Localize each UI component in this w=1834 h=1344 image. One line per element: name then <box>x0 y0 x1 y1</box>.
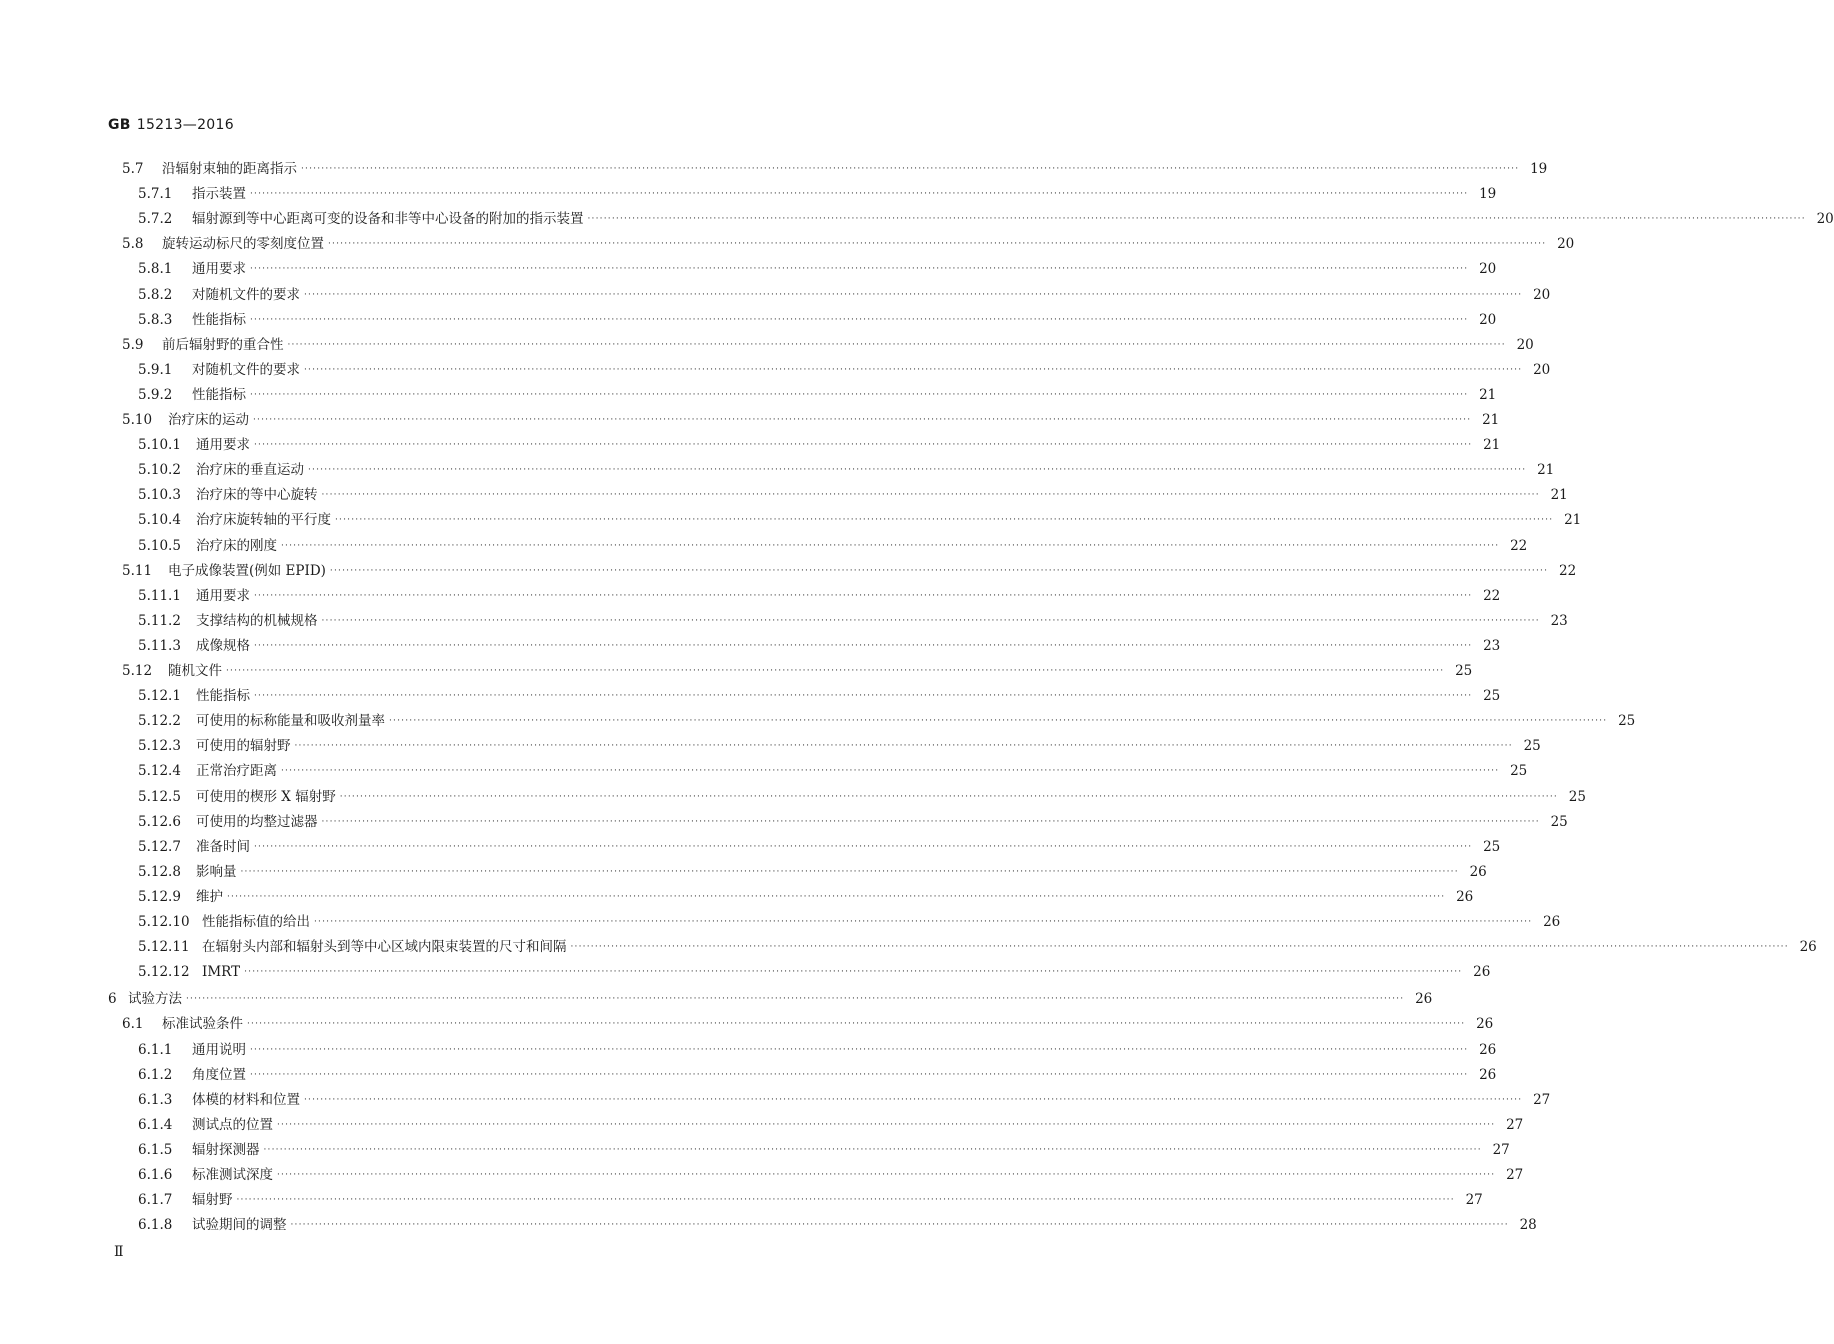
toc-entry-title: 试验期间的调整 <box>192 1217 287 1234</box>
toc-leader-dots: ············································································································································································································································································································ <box>389 716 1608 727</box>
toc-entry-number: 5.10.4 <box>138 512 181 529</box>
toc-entry-title: 标准试验条件 <box>162 1016 243 1033</box>
toc-entry-page: 27 <box>1465 1192 1483 1209</box>
toc-leader-dots: ············································································································································································································································································································ <box>290 1220 1509 1231</box>
toc-leader-dots: ············································································································································································································································································································ <box>301 164 1520 174</box>
toc-entry-number: 5.9.1 <box>138 361 173 378</box>
toc-leader-dots: ············································································································································································································································································································ <box>253 415 1472 425</box>
toc-entry-number: 5.10.2 <box>138 462 181 479</box>
toc-entry-number: 6.1.2 <box>138 1066 173 1083</box>
toc-entry[interactable] <box>138 309 1497 329</box>
toc-entry-title: 辐射探测器 <box>192 1141 260 1158</box>
toc-leader-dots: ············································································································································································································································································································ <box>277 1119 1496 1130</box>
toc-entry[interactable] <box>138 961 1491 981</box>
toc-entry-number: 6.1 <box>122 1016 144 1033</box>
toc-leader-dots: ············································································································································································································································································································ <box>339 791 1558 802</box>
toc-leader-dots: ············································································································································································································································································································ <box>321 615 1540 626</box>
toc-entry-page: 27 <box>1506 1116 1524 1133</box>
toc-entry[interactable] <box>138 1039 1497 1059</box>
toc-entry-number: 5.8.3 <box>138 311 173 328</box>
toc-entry-page: 21 <box>1482 412 1500 428</box>
toc-entry-page: 26 <box>1799 939 1817 956</box>
toc-leader-dots: ············································································································································································································································································································ <box>247 1019 1466 1030</box>
toc-entry[interactable] <box>138 434 1501 454</box>
toc-entry[interactable] <box>138 284 1551 304</box>
toc-leader-dots: ············································································································································································································································································································ <box>254 590 1473 601</box>
toc-entry-page: 25 <box>1483 688 1501 705</box>
toc-entry-number: 6 <box>108 991 117 1008</box>
toc-entry-number: 5.12.3 <box>138 738 181 755</box>
toc-entry[interactable] <box>138 786 1586 806</box>
toc-entry-title: 标准测试深度 <box>192 1167 273 1183</box>
toc-entry-number: 6.1.3 <box>138 1091 173 1108</box>
toc-entry[interactable] <box>122 1013 1494 1033</box>
toc-entry-page: 26 <box>1469 863 1487 880</box>
toc-entry-number: 5.12.8 <box>138 863 181 880</box>
toc-entry-number: 5.12.4 <box>138 763 181 780</box>
toc-entry-title: 对随机文件的要求 <box>192 361 300 378</box>
toc-entry-number: 5.10.5 <box>138 537 181 554</box>
toc-entry[interactable] <box>122 660 1473 680</box>
toc-entry[interactable] <box>108 988 1433 1008</box>
toc-entry-page: 20 <box>1479 311 1497 328</box>
toc-leader-dots: ············································································································································································································································································································ <box>281 540 1500 551</box>
toc-entry-number: 5.12.5 <box>138 788 181 805</box>
toc-leader-dots: ············································································································································································································································································································ <box>254 691 1473 702</box>
toc-leader-dots: ············································································································································································································································································································ <box>250 264 1469 275</box>
toc-entry[interactable] <box>138 484 1568 504</box>
toc-entry[interactable] <box>138 886 1474 906</box>
toc-entry[interactable] <box>122 409 1500 429</box>
standard-prefix: GB <box>108 117 131 133</box>
toc-entry[interactable] <box>138 359 1551 379</box>
toc-leader-dots: ············································································································································································································································································································ <box>226 666 1445 676</box>
toc-entry-page: 25 <box>1550 813 1568 830</box>
toc-entry-page: 20 <box>1816 211 1834 228</box>
toc-entry-number: 5.11.3 <box>138 637 181 654</box>
toc-entry-title: 角度位置 <box>192 1066 246 1083</box>
toc-entry-title: 性能指标 <box>192 386 246 403</box>
toc-entry-page: 26 <box>1415 991 1433 1008</box>
toc-entry[interactable] <box>122 233 1575 253</box>
toc-entry-page: 26 <box>1476 1016 1494 1033</box>
toc-entry-page: 26 <box>1543 914 1561 930</box>
toc-entry[interactable] <box>138 861 1487 881</box>
toc-leader-dots: ············································································································································································································································································································ <box>250 1069 1469 1080</box>
toc-leader-dots: ············································································································································································································································································································ <box>321 490 1540 501</box>
toc-entry-number: 6.1.5 <box>138 1141 173 1158</box>
toc-entry-page: 25 <box>1483 838 1501 855</box>
toc-entry-title: 性能指标值的给出 <box>202 914 310 930</box>
toc-entry-number: 6.1.6 <box>138 1167 173 1183</box>
toc-entry-title: 治疗床旋转轴的平行度 <box>196 512 331 529</box>
toc-entry-title: 治疗床的等中心旋转 <box>196 487 318 504</box>
toc-entry-title: 可使用的辐射野 <box>196 738 291 755</box>
toc-entry-title: 影响量 <box>196 863 237 880</box>
toc-entry-page: 21 <box>1537 462 1555 479</box>
toc-entry[interactable] <box>138 1064 1497 1084</box>
toc-entry-page: 20 <box>1533 361 1551 378</box>
toc-entry-number: 6.1.4 <box>138 1116 173 1133</box>
toc-entry-number: 5.11.2 <box>138 612 181 629</box>
toc-leader-dots: ············································································································································································································································································································ <box>254 841 1473 852</box>
toc-leader-dots: ············································································································································································································································································································ <box>250 189 1469 200</box>
toc-entry-title: 辐射野 <box>192 1192 233 1209</box>
toc-leader-dots: ············································································································································································································································································································ <box>329 565 1549 576</box>
toc-entry-number: 5.12.6 <box>138 813 181 830</box>
toc-entry-title: 辐射源到等中心距离可变的设备和非等中心设备的附加的指示装置 <box>192 211 584 228</box>
toc-entry-page: 20 <box>1479 261 1497 278</box>
toc-entry-number: 5.8 <box>122 236 144 253</box>
toc-entry-number: 5.7.2 <box>138 211 173 228</box>
toc-entry-number: 5.12 <box>122 663 153 679</box>
toc-entry-page: 25 <box>1618 713 1636 730</box>
toc-entry[interactable] <box>138 258 1497 278</box>
toc-entry-page: 22 <box>1510 537 1528 554</box>
toc-entry-title: 正常治疗距离 <box>196 763 277 780</box>
toc-leader-dots: ············································································································································································································································································································ <box>250 1044 1469 1055</box>
toc-entry-page: 20 <box>1557 236 1575 253</box>
toc-entry[interactable] <box>138 535 1528 555</box>
toc-leader-dots: ············································································································································································································································································································ <box>287 339 1506 350</box>
toc-leader-dots: ············································································································································································································································································································ <box>227 891 1446 902</box>
toc-leader-dots: ············································································································································································································································································································ <box>240 866 1459 877</box>
toc-entry-page: 25 <box>1455 663 1473 679</box>
toc-entry-page: 22 <box>1483 587 1501 604</box>
toc-entry-page: 22 <box>1559 562 1577 579</box>
toc-leader-dots: ············································································································································································································································································································ <box>587 214 1806 225</box>
toc-leader-dots: ············································································································································································································································································································ <box>281 766 1500 777</box>
toc-entry-title: 旋转运动标尺的零刻度位置 <box>162 236 324 253</box>
toc-entry-title: 通用要求 <box>196 587 250 604</box>
toc-entry-title: 通用要求 <box>192 261 246 278</box>
toc-entry-title: 维护 <box>196 888 223 905</box>
toc-entry-page: 26 <box>1473 964 1491 981</box>
toc-entry-title: 性能指标 <box>192 311 246 328</box>
toc-entry[interactable] <box>122 560 1577 580</box>
toc-entry[interactable] <box>138 384 1497 404</box>
toc-entry-page: 25 <box>1568 788 1586 805</box>
toc-entry-number: 5.12.7 <box>138 838 181 855</box>
toc-entry-title: 通用说明 <box>192 1041 246 1058</box>
toc-entry-title: 支撑结构的机械规格 <box>196 612 318 629</box>
toc-leader-dots: ············································································································································································································································································································ <box>308 465 1527 476</box>
toc-entry-title: 测试点的位置 <box>192 1116 273 1133</box>
toc-entry[interactable] <box>138 1089 1551 1109</box>
toc-leader-dots: ············································································································································································································································································································ <box>335 515 1554 526</box>
toc-entry-number: 5.12.9 <box>138 888 181 905</box>
toc-entry-title: 可使用的楔形 X 辐射野 <box>196 788 336 805</box>
toc-entry-title: 在辐射头内部和辐射头到等中心区域内限束装置的尺寸和间隔 <box>202 939 567 956</box>
toc-entry-number: 5.10.3 <box>138 487 181 504</box>
toc-entry-page: 21 <box>1479 386 1497 403</box>
toc-entry[interactable] <box>138 710 1636 730</box>
toc-entry[interactable] <box>138 685 1501 705</box>
toc-leader-dots: ············································································································································································································································································································ <box>304 289 1523 300</box>
toc-entry-title: 对随机文件的要求 <box>192 286 300 303</box>
toc-entry-page: 20 <box>1533 286 1551 303</box>
toc-entry[interactable] <box>138 760 1528 780</box>
toc-entry-number: 5.11 <box>122 562 153 579</box>
toc-entry-page: 21 <box>1564 512 1582 529</box>
toc-entry-page: 25 <box>1523 738 1541 755</box>
toc-leader-dots: ············································································································································································································································································································ <box>254 640 1473 651</box>
toc-entry-page: 25 <box>1510 763 1528 780</box>
toc-leader-dots: ············································································································································································································································································································ <box>314 917 1533 927</box>
toc-entry-title: 试验方法 <box>128 991 182 1008</box>
toc-entry-title: 治疗床的刚度 <box>196 537 277 554</box>
toc-entry-number: 5.10 <box>122 412 153 428</box>
toc-leader-dots: ············································································································································································································································································································ <box>321 816 1540 827</box>
toc-entry-title: 指示装置 <box>192 186 246 203</box>
toc-entry-page: 26 <box>1479 1066 1497 1083</box>
toc-leader-dots: ············································································································································································································································································································ <box>570 942 1789 953</box>
toc-entry-title: 可使用的标称能量和吸收剂量率 <box>196 713 385 730</box>
toc-entry[interactable] <box>138 509 1582 529</box>
toc-entry-title: 电子成像装置(例如 EPID) <box>168 562 326 579</box>
toc-entry[interactable] <box>138 936 1817 956</box>
toc-leader-dots: ············································································································································································································································································································ <box>277 1170 1496 1180</box>
toc-entry-number: 5.7.1 <box>138 186 173 203</box>
page-number: Ⅱ <box>114 1244 124 1260</box>
toc-entry-title: 通用要求 <box>196 437 250 454</box>
toc-leader-dots: ············································································································································································································································································································ <box>186 994 1405 1005</box>
toc-entry-title: 可使用的均整过滤器 <box>196 813 318 830</box>
toc-entry[interactable] <box>138 836 1501 856</box>
toc-leader-dots: ············································································································································································································································································································ <box>294 741 1513 752</box>
toc-entry-page: 28 <box>1519 1217 1537 1234</box>
toc-entry[interactable] <box>138 1189 1483 1209</box>
toc-entry-number: 5.8.2 <box>138 286 173 303</box>
toc-entry[interactable] <box>138 735 1541 755</box>
toc-entry-title: IMRT <box>202 964 241 981</box>
toc-entry-page: 21 <box>1483 437 1501 454</box>
toc-entry-number: 5.9.2 <box>138 386 173 403</box>
toc-entry-number: 5.12.10 <box>138 914 190 930</box>
standard-code: 15213—2016 <box>136 117 234 133</box>
document-header <box>108 117 234 133</box>
toc-entry[interactable] <box>122 334 1534 354</box>
toc-entry-number: 5.11.1 <box>138 587 181 604</box>
toc-entry-number: 5.12.12 <box>138 964 190 981</box>
toc-entry-title: 治疗床的运动 <box>168 412 249 428</box>
toc-entry-page: 27 <box>1506 1167 1524 1183</box>
toc-leader-dots: ············································································································································································································································································································ <box>244 967 1463 978</box>
toc-entry-page: 23 <box>1550 612 1568 629</box>
toc-entry-number: 5.8.1 <box>138 261 173 278</box>
toc-entry[interactable] <box>138 1114 1524 1134</box>
toc-entry-number: 5.9 <box>122 336 144 353</box>
toc-entry-number: 5.12.11 <box>138 939 190 956</box>
toc-entry[interactable] <box>138 1214 1537 1234</box>
toc-entry-page: 23 <box>1483 637 1501 654</box>
toc-entry[interactable] <box>138 811 1568 831</box>
toc-entry-page: 19 <box>1479 186 1497 203</box>
toc-entry[interactable] <box>138 459 1555 479</box>
toc-entry-title: 性能指标 <box>196 688 250 705</box>
toc-entry[interactable] <box>122 158 1548 178</box>
toc-entry[interactable] <box>138 911 1561 931</box>
toc-entry-title: 前后辐射野的重合性 <box>162 336 284 353</box>
toc-entry-title: 准备时间 <box>196 838 250 855</box>
toc-entry-number: 5.7 <box>122 161 144 177</box>
toc-entry[interactable] <box>138 635 1501 655</box>
toc-entry[interactable] <box>138 585 1501 605</box>
toc-entry[interactable] <box>138 1139 1510 1159</box>
toc-leader-dots: ············································································································································································································································································································ <box>236 1195 1455 1206</box>
toc-entry-number: 5.12.2 <box>138 713 181 730</box>
toc-entry-number: 6.1.8 <box>138 1217 173 1234</box>
toc-entry[interactable] <box>138 610 1568 630</box>
toc-leader-dots: ············································································································································································································································································································ <box>263 1144 1482 1155</box>
toc-entry-page: 26 <box>1456 888 1474 905</box>
toc-entry-title: 成像规格 <box>196 637 250 654</box>
toc-entry-page: 20 <box>1516 336 1534 353</box>
toc-entry-page: 19 <box>1530 161 1548 177</box>
toc-entry[interactable] <box>138 208 1834 228</box>
toc-entry-number: 6.1.1 <box>138 1041 173 1058</box>
toc-entry-title: 治疗床的垂直运动 <box>196 462 304 479</box>
toc-entry-page: 26 <box>1479 1041 1497 1058</box>
toc-entry-title: 沿辐射束轴的距离指示 <box>162 161 297 177</box>
toc-entry-page: 27 <box>1533 1091 1551 1108</box>
toc-entry[interactable] <box>138 1164 1524 1184</box>
toc-entry-number: 6.1.7 <box>138 1192 173 1209</box>
toc-leader-dots: ············································································································································································································································································································ <box>304 364 1523 375</box>
toc-leader-dots: ············································································································································································································································································································ <box>254 440 1473 451</box>
toc-entry-title: 体模的材料和位置 <box>192 1091 300 1108</box>
toc-entry-number: 5.10.1 <box>138 437 181 454</box>
toc-leader-dots: ············································································································································································································································································································ <box>250 389 1469 400</box>
toc-entry-number: 5.12.1 <box>138 688 181 705</box>
toc-leader-dots: ············································································································································································································································································································ <box>250 314 1469 325</box>
toc-leader-dots: ············································································································································································································································································································ <box>304 1094 1523 1105</box>
toc-leader-dots: ············································································································································································································································································································ <box>328 239 1547 250</box>
toc-entry-page: 27 <box>1492 1141 1510 1158</box>
toc-entry-page: 21 <box>1550 487 1568 504</box>
toc-entry[interactable] <box>138 183 1497 203</box>
toc-entry-title: 随机文件 <box>168 663 222 679</box>
